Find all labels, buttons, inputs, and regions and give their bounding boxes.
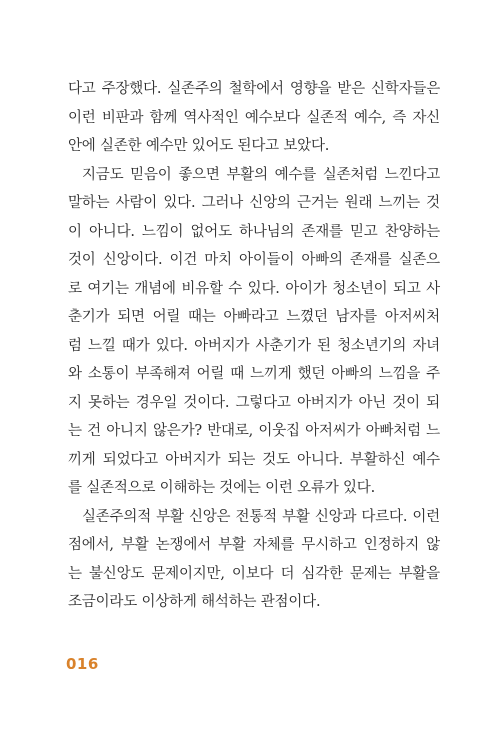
text-line: 말하는 사람이 있다. 그러나 신앙의 근거는 원래 느끼는 것 bbox=[68, 195, 440, 211]
text-line: 것이 신앙이다. 이건 마치 아이들이 아빠의 존재를 실존으 bbox=[68, 252, 440, 268]
text-line: 끼게 되었다고 아버지가 되는 것도 아니다. 부활하신 예수 bbox=[68, 451, 440, 468]
page-number: 016 bbox=[66, 655, 99, 673]
text-line: 점에서, 부활 논쟁에서 부활 자체를 무시하고 인정하지 않 bbox=[68, 537, 440, 553]
text-line: 와 소통이 부족해져 어릴 때 느끼게 했던 아빠의 느낌을 주 bbox=[68, 366, 440, 382]
text-line: 다고 주장했다. 실존주의 철학에서 영향을 받은 신학자들은 bbox=[68, 81, 440, 97]
text-line: 실존주의적 부활 신앙은 전통적 부활 신앙과 다르다. 이런 bbox=[82, 508, 440, 525]
body-text bbox=[68, 75, 440, 617]
text-line: 지 못하는 경우일 것이다. 그렇다고 아버지가 아닌 것이 되 bbox=[68, 394, 440, 411]
text-line: 로 여기는 개념에 비유할 수 있다. 아이가 청소년이 되고 사 bbox=[68, 280, 440, 297]
text-line: 조금이라도 이상하게 해석하는 관점이다. bbox=[68, 594, 321, 610]
text-line: 안에 실존한 예수만 있어도 된다고 보았다. bbox=[68, 138, 330, 154]
text-line: 이 아니다. 느낌이 없어도 하나님의 존재를 믿고 찬양하는 bbox=[68, 223, 440, 240]
text-line: 춘기가 되면 어릴 때는 아빠라고 느꼈던 남자를 아저씨처 bbox=[68, 309, 440, 325]
text-line: 럼 느낄 때가 있다. 아버지가 사춘기가 된 청소년기의 자녀 bbox=[68, 337, 440, 354]
text-line: 지금도 믿음이 좋으면 부활의 예수를 실존처럼 느낀다고 bbox=[82, 166, 440, 183]
text-line: 는 건 아니지 않은가? 반대로, 이웃집 아저씨가 아빠처럼 느 bbox=[68, 423, 440, 439]
text-line: 는 불신앙도 문제이지만, 이보다 더 심각한 문제는 부활을 bbox=[68, 565, 440, 582]
text-line: 이런 비판과 함께 역사적인 예수보다 실존적 예수, 즉 자신 bbox=[68, 109, 440, 126]
text-line: 를 실존적으로 이해하는 것에는 이런 오류가 있다. bbox=[68, 480, 376, 496]
